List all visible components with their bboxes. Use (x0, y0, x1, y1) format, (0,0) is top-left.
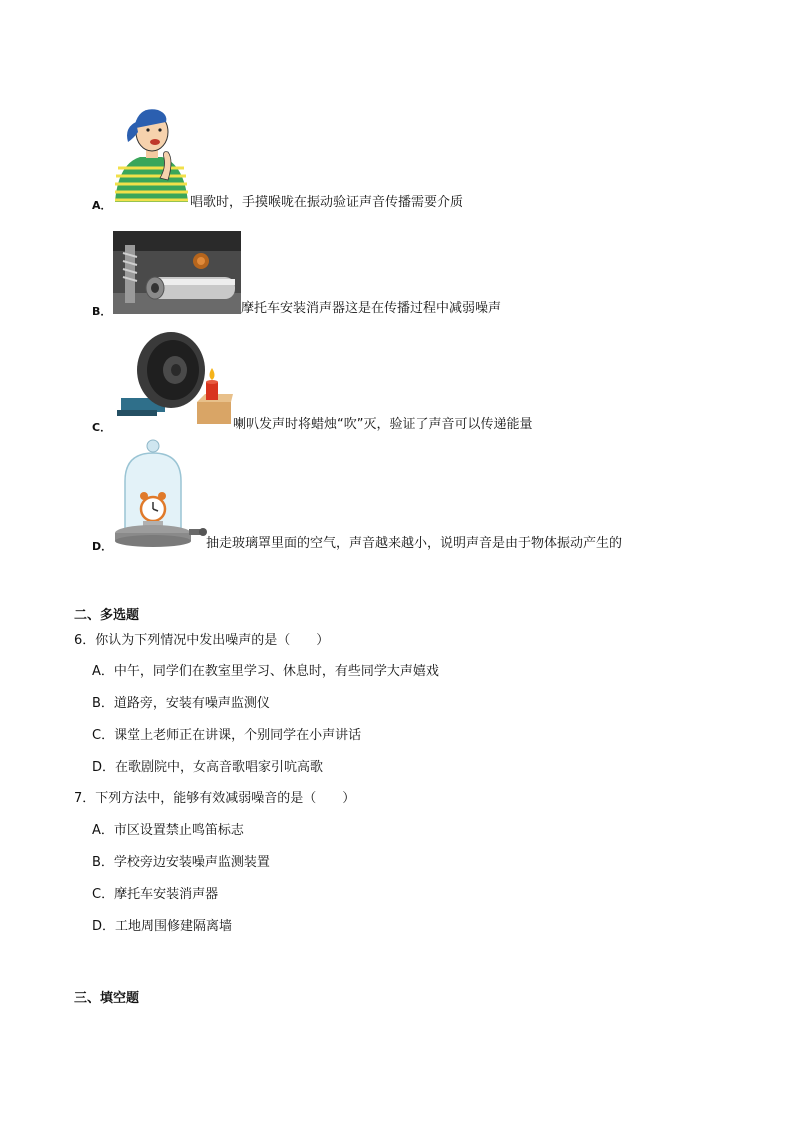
q5-option-b-image (113, 231, 241, 314)
q6-option-b: B．道路旁，安装有噪声监测仪 (92, 696, 270, 711)
q5-option-a-image (110, 102, 190, 204)
q7-option-b: B．学校旁边安装噪声监测装置 (92, 855, 270, 870)
q5-option-d-image (113, 439, 209, 549)
q6-option-d: D．在歌剧院中，女高音歌唱家引吭高歌 (92, 760, 324, 775)
singing-boy-icon (110, 102, 190, 204)
q5-option-d-letter: D． (92, 540, 113, 553)
q7-option-a: A．市区设置禁止鸣笛标志 (92, 823, 244, 838)
q5-option-c-image (113, 330, 233, 426)
speaker-candle-icon (113, 330, 233, 426)
q7-option-d: D．工地周围修建隔离墙 (92, 919, 233, 934)
section-three-title: 三、填空题 (74, 991, 140, 1006)
motorcycle-muffler-icon (113, 231, 241, 314)
bell-jar-alarm-clock-icon (113, 439, 209, 549)
q5-option-a-letter: A． (92, 199, 112, 212)
q5-option-d-text: 抽走玻璃罩里面的空气，声音越来越小，说明声音是由于物体振动产生的 (206, 536, 623, 551)
section-two-title: 二、多选题 (74, 608, 140, 623)
q6-option-c: C．课堂上老师正在讲课，个别同学在小声讲话 (92, 728, 362, 743)
q5-option-b-text: 摩托车安装消声器这是在传播过程中减弱噪声 (241, 301, 502, 316)
q6-option-a: A．中午，同学们在教室里学习、休息时，有些同学大声嬉戏 (92, 664, 439, 679)
q6-stem: 6．你认为下列情况中发出噪声的是（ ） (74, 633, 330, 648)
q5-option-c-letter: C． (92, 421, 112, 434)
q5-option-a-text: 唱歌时，手摸喉咙在振动验证声音传播需要介质 (190, 195, 464, 210)
q7-stem: 7．下列方法中，能够有效减弱噪音的是（ ） (74, 791, 356, 806)
q5-option-c-text: 喇叭发声时将蜡烛“吹”灭，验证了声音可以传递能量 (233, 417, 533, 432)
q7-option-c: C．摩托车安装消声器 (92, 887, 219, 902)
q5-option-b-letter: B． (92, 305, 112, 318)
